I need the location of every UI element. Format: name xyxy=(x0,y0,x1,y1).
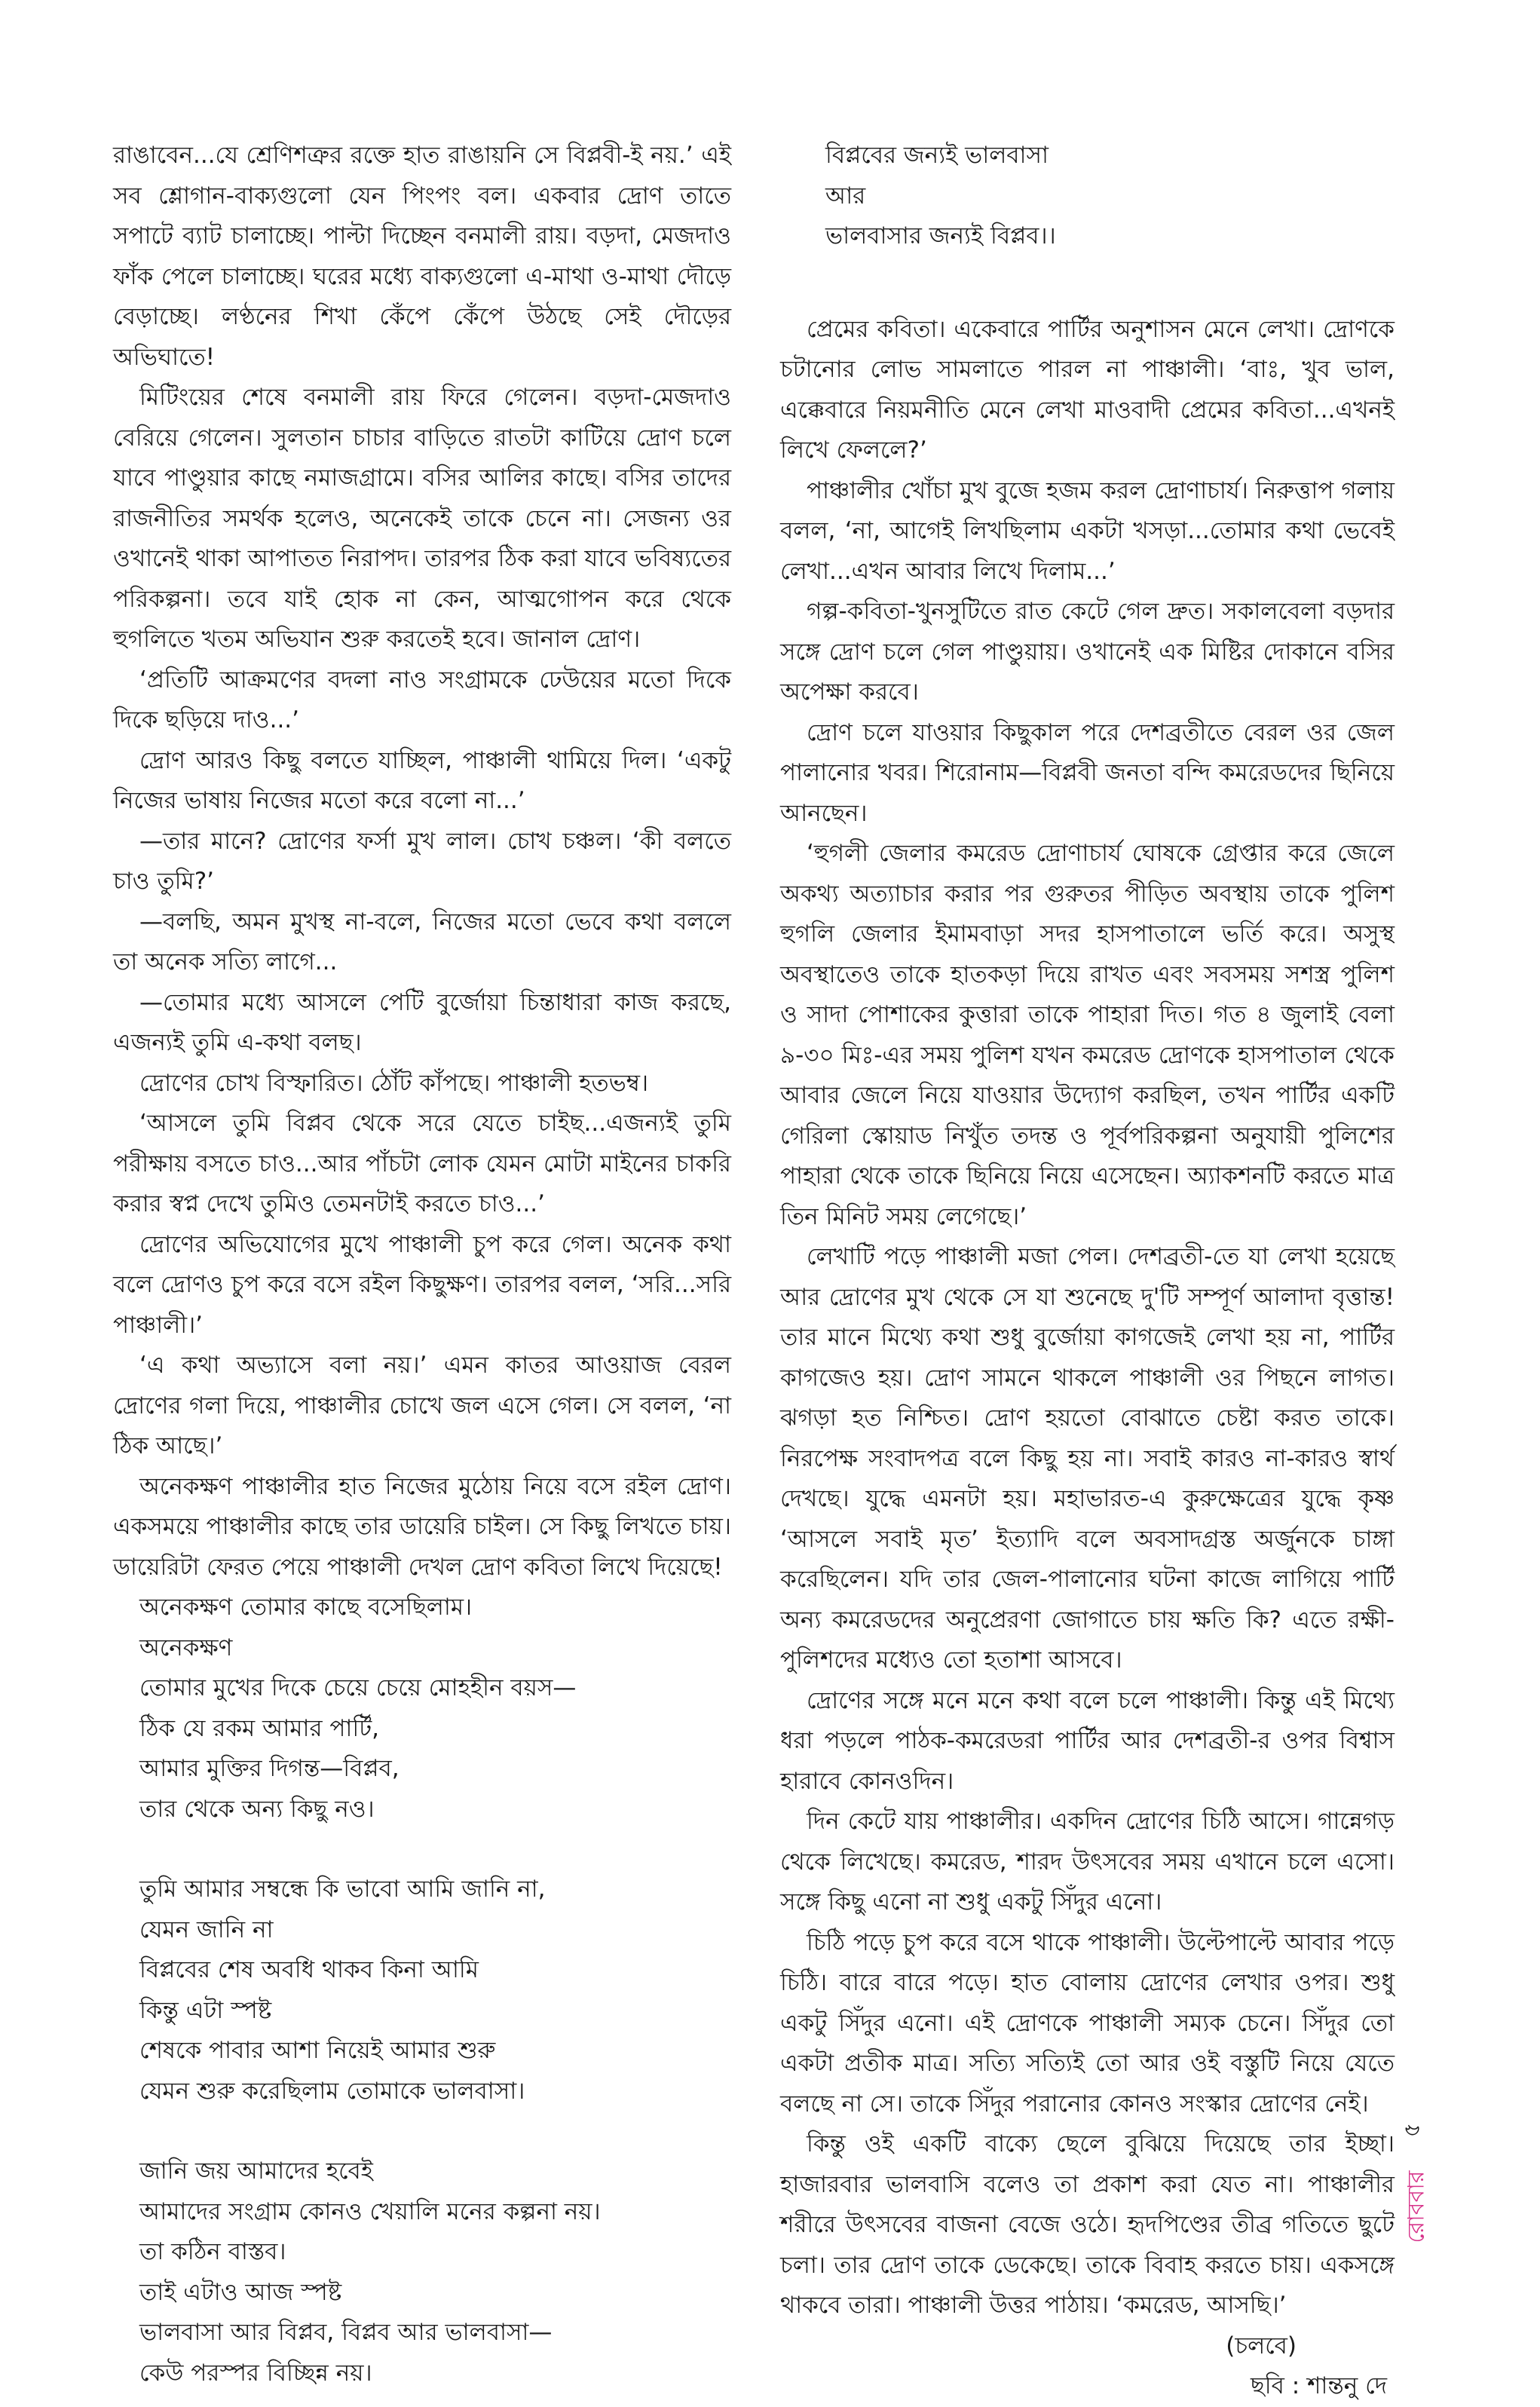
poem-line: আমাদের সংগ্রাম কোনও খেয়ালি মনের কল্পনা নয়। xyxy=(139,2197,601,2225)
paragraph: দ্রোণের সঙ্গে মনে মনে কথা বলে চলে পাঞ্চালী। কিন্তু এই মিথ্যে ধরা পড়লে পাঠক-কমরেডরা পার্টির আর দেশব্রতী-র ওপর বিশ্বাস হারাবে কোনওদিন। xyxy=(780,1686,1395,1795)
stanza-gap xyxy=(780,257,1395,310)
poem-stanza-1 xyxy=(139,1588,731,1830)
poem-line: বিপ্লবের জন্যই ভালবাসা xyxy=(825,142,1049,169)
stanza-gap xyxy=(113,2111,731,2151)
paragraph: দিন কেটে যায় পাঞ্চালীর। একদিন দ্রোণের চিঠি আসে। গান্নেগড় থেকে লিখেছে। কমরেড, শারদ উৎসবের সময় এখানে চলে এসো। সঙ্গে কিছু এনো না শুধু একটু সিঁদুর এনো। xyxy=(780,1808,1395,1915)
paragraph: মিটিংয়ের শেষে বনমালী রায় ফিরে গেলেন। বড়দা-মেজদাও বেরিয়ে গেলেন। সুলতান চাচার বাড়িতে রাতটা কাটিয়ে দ্রোণ চলে যাবে পাণ্ডুয়ার কাছে নমাজগ্রামে। বসির আলির কাছে। বসির তাদের রাজনীতির সমর্থক হলেও, অনেকেই তাকে চেনে না। সেজন্য ওর ওখানেই থাকা আপাতত নিরাপদ। তারপর ঠিক করা যাবে ভবিষ্যতের পরিকল্পনা। তবে যাই হোক না কেন, আত্মগোপন করে থেকে হুগলিতে খতম অভিযান শুরু করতেই হবে। জানাল দ্রোণ। xyxy=(113,384,731,653)
paragraph: দ্রোণের চোখ বিস্ফারিত। ঠোঁট কাঁপছে। পাঞ্চালী হতভম্ব। xyxy=(139,1069,649,1097)
paragraph: কিন্তু ওই একটি বাক্যে ছেলে বুঝিয়ে দিয়েছে তার ইচ্ছা। হাজারবার ভালবাসি বলেও তা প্রকাশ করা যেত না। পাঞ্চালীর শরীরে উৎসবের বাজনা বেজে ওঠে। হৃদপিণ্ডের তীব্র গতিতে ছুটে চলা। তার দ্রোণ তাকে ডেকেছে। তাকে বিবাহ করতে চায়। একসঙ্গে থাকবে তারা। পাঞ্চালী উত্তর পাঠায়। ‘কমরেড, আসছি।’ xyxy=(780,2130,1395,2319)
poem-line: তাই এটাও আজ স্পষ্ট xyxy=(139,2278,342,2306)
poem-line: আমার মুক্তির দিগন্ত—বিপ্লব, xyxy=(139,1755,400,1782)
poem-line: তা কঠিন বাস্তব। xyxy=(139,2238,286,2265)
poem-stanza-2 xyxy=(139,1870,731,2111)
poem-ending xyxy=(825,136,1395,257)
paragraph: চিঠি পড়ে চুপ করে বসে থাকে পাঞ্চালী। উল্টেপাল্টে আবার পড়ে চিঠি। বারে বারে পড়ে। হাত বোলায় দ্রোণের লেখার ওপর। শুধু একটু সিঁদুর এনো। এই দ্রোণকে পাঞ্চালী সম্যক চেনে। সিঁদুর তো একটা প্রতীক মাত্র। সত্যি সত্যিই তো আর ওই বস্তুটি নিয়ে যেতে বলছে না সে। তাকে সিঁদুর পরানোর কোনও সংস্কার দ্রোণের নেই। xyxy=(780,1928,1395,2118)
paragraph: —তার মানে? দ্রোণের ফর্সা মুখ লাল। চোখ চঞ্চল। ‘কী বলতে চাও তুমি?’ xyxy=(113,827,731,895)
poem-line: ঠিক যে রকম আমার পার্টি, xyxy=(139,1714,379,1742)
paragraph: প্রেমের কবিতা। একেবারে পার্টির অনুশাসন মেনে লেখা। দ্রোণকে চটানোর লোভ সামলাতে পারল না পাঞ্চালী। ‘বাঃ, খুব ভাল, এক্কেবারে নিয়মনীতি মেনে লেখা মাওবাদী প্রেমের কবিতা...এখনই লিখে ফেললে?’ xyxy=(780,315,1395,464)
poem-line: ভালবাসা আর বিপ্লব, বিপ্লব আর ভালবাসা— xyxy=(139,2319,553,2346)
page-number: ৫ xyxy=(1399,2122,1426,2138)
stanza-gap xyxy=(113,1830,731,1870)
paragraph: দ্রোণ আরও কিছু বলতে যাচ্ছিল, পাঞ্চালী থামিয়ে দিল। ‘একটু নিজের ভাষায় নিজের মতো করে বলো না...’ xyxy=(113,746,731,814)
poem-stanza-3 xyxy=(139,2151,731,2393)
to-be-continued: (চলবে) xyxy=(1226,2332,1297,2360)
poem-line: আর xyxy=(825,182,866,210)
paragraph: লেখাটি পড়ে পাঞ্চালী মজা পেল। দেশব্রতী-তে যা লেখা হয়েছে আর দ্রোণের মুখ থেকে সে যা শুনেছে দু'টি সম্পূর্ণ আলাদা বৃত্তান্ত! তার মানে মিথ্যে কথা শুধু বুর্জোয়া কাগজেই লেখা হয় না, পার্টির কাগজেও হয়। দ্রোণ সামনে থাকলে পাঞ্চালী ওর পিছনে লাগত। ঝগড়া হত নিশ্চিত। দ্রোণ হয়তো বোঝাতে চেষ্টা করত তাকে। নিরপেক্ষ সংবাদপত্র বলে কিছু হয় না। সবাই কারও না-কারও স্বার্থ দেখছে। যুদ্ধে এমনটা হয়। মহাভারত-এ কুরুক্ষেত্রের যুদ্ধে কৃষ্ণ ‘আসলে সবাই মৃত’ ইত্যাদি বলে অবসাদগ্রস্ত অর্জুনকে চাঙ্গা করেছিলেন। যদি তার জেল-পালানোর ঘটনা কাজে লাগিয়ে পার্টি অন্য কমরেডদের অনুপ্রেরণা জোগাতে চায় ক্ষতি কি? এতে রক্ষী-পুলিশদের মধ্যেও তো হতাশা আসবে। xyxy=(780,1243,1395,1674)
illustration-credit: ছবি : শান্তনু দে xyxy=(1251,2372,1387,2399)
poem-line: যেমন জানি না xyxy=(139,1915,274,1943)
right-column xyxy=(780,136,1395,2407)
poem-line: যেমন শুরু করেছিলাম তোমাকে ভালবাসা। xyxy=(139,2077,525,2105)
poem-line: কিন্তু এটা স্পষ্ট xyxy=(139,1996,272,2024)
poem-line: ভালবাসার জন্যই বিপ্লব।। xyxy=(825,222,1056,250)
poem-line: অনেকক্ষণ xyxy=(139,1634,233,1661)
paragraph: দ্রোণের অভিযোগের মুখে পাঞ্চালী চুপ করে গেল। অনেক কথা বলে দ্রোণও চুপ করে বসে রইল কিছুক্ষণ। তারপর বলল, ‘সরি...সরি পাঞ্চালী।’ xyxy=(113,1230,731,1339)
paragraph: ‘আসলে তুমি বিপ্লব থেকে সরে যেতে চাইছ...এজন্যই তুমি পরীক্ষায় বসতে চাও...আর পাঁচটা লোক যেমন মোটা মাইনের চাকরি করার স্বপ্ন দেখে তুমিও তেমনটাই করতে চাও...’ xyxy=(113,1110,731,1217)
paragraph: ‘এ কথা অভ্যাসে বলা নয়।’ এমন কাতর আওয়াজ বেরল দ্রোণের গলা দিয়ে, পাঞ্চালীর চোখে জল এসে গেল। সে বলল, ‘না ঠিক আছে।’ xyxy=(113,1352,731,1459)
paragraph: ‘হুগলী জেলার কমরেড দ্রোণাচার্য ঘোষকে গ্রেপ্তার করে জেলে অকথ্য অত্যাচার করার পর গুরুতর পীড়িত অবস্থায় তাকে পুলিশ হুগলি জেলার ইমামবাড়া সদর হাসপাতালে ভর্তি করে। অসুস্থ অবস্থাতেও তাকে হাতকড়া দিয়ে রাখত এবং সবসময় সশস্ত্র পুলিশ ও সাদা পোশাকের কুত্তারা তাকে পাহারা দিত। গত ৪ জুলাই বেলা ৯-৩০ মিঃ-এর সময় পুলিশ যখন কমরেড দ্রোণকে হাসপাতাল থেকে আবার জেলে নিয়ে যাওয়ার উদ্যোগ করছিল, তখন পার্টির একটি গেরিলা স্কোয়াড নিখুঁত তদন্ত ও পূর্বপরিকল্পনা অনুযায়ী পুলিশের পাহারা থেকে তাকে ছিনিয়ে নিয়ে এসেছেন। অ্যাকশনটি করতে মাত্র তিন মিনিট সময় লেগেছে।’ xyxy=(780,840,1395,1230)
left-column xyxy=(113,136,731,2393)
paragraph: দ্রোণ চলে যাওয়ার কিছুকাল পরে দেশব্রতীতে বেরল ওর জেল পালানোর খবর। শিরোনাম—বিপ্লবী জনতা বন্দি কমরেডদের ছিনিয়ে আনছেন। xyxy=(780,718,1395,827)
paragraph: —বলছি, অমন মুখস্থ না-বলে, নিজের মতো ভেবে কথা বললে তা অনেক সত্যি লাগে... xyxy=(113,908,731,975)
poem-line: তোমার মুখের দিকে চেয়ে চেয়ে মোহহীন বয়স— xyxy=(139,1674,577,1701)
poem-line: অনেকক্ষণ তোমার কাছে বসেছিলাম। xyxy=(139,1594,473,1621)
poem-line: জানি জয় আমাদের হবেই xyxy=(139,2157,373,2185)
poem-line: বিপ্লবের শেষ অবধি থাকব কিনা আমি xyxy=(139,1956,479,1983)
paragraph: —তোমার মধ্যে আসলে পেটি বুর্জোয়া চিন্তাধারা কাজ করছে, এজন্যই তুমি এ-কথা বলছ। xyxy=(113,988,731,1056)
poem-line: শেষকে পাবার আশা নিয়েই আমার শুরু xyxy=(139,2037,496,2064)
paragraph: পাঞ্চালীর খোঁচা মুখ বুজে হজম করল দ্রোণাচার্য। নিরুত্তাপ গলায় বলল, ‘না, আগেই লিখছিলাম একটা খসড়া...তোমার কথা ভেবেই লেখা...এখন আবার লিখে দিলাম...’ xyxy=(780,476,1395,585)
poem-line: কেউ পরস্পর বিচ্ছিন্ন নয়। xyxy=(139,2359,372,2387)
paragraph: ‘প্রতিটি আক্রমণের বদলা নাও সংগ্রামকে ঢেউয়ের মতো দিকে দিকে ছড়িয়ে দাও...’ xyxy=(113,666,731,733)
paragraph: অনেকক্ষণ পাঞ্চালীর হাত নিজের মুঠোয় নিয়ে বসে রইল দ্রোণ। একসময়ে পাঞ্চালীর কাছে তার ডায়েরি চাইল। সে কিছু লিখতে চায়। ডায়েরিটা ফেরত পেয়ে পাঞ্চালী দেখল দ্রোণ কবিতা লিখে দিয়েছে! xyxy=(113,1472,731,1581)
poem-line: তুমি আমার সম্বন্ধে কি ভাবো আমি জানি না, xyxy=(139,1876,546,1903)
paragraph: রাঙাবেন...যে শ্রেণিশত্রুর রক্তে হাত রাঙায়নি সে বিপ্লবী-ই নয়.’ এই সব শ্লোগান-বাক্যগুলো যেন পিংপং বল। একবার দ্রোণ তাতে সপাটে ব্যাট চালাচ্ছে। পাল্টা দিচ্ছেন বনমালী রায়। বড়দা, মেজদাও ফাঁক পেলে চালাচ্ছে। ঘরের মধ্যে বাক্যগুলো এ-মাথা ও-মাথা দৌড়ে বেড়াচ্ছে। লণ্ঠনের শিখা কেঁপে কেঁপে উঠছে সেই দৌড়ের অভিঘাতে! xyxy=(113,142,731,371)
magazine-name: রোববার xyxy=(1403,2170,1430,2243)
poem-line: তার থেকে অন্য কিছু নও। xyxy=(139,1795,375,1823)
paragraph: গল্প-কবিতা-খুনসুটিতে রাত কেটে গেল দ্রুত। সকালবেলা বড়দার সঙ্গে দ্রোণ চলে গেল পাণ্ডুয়ায়। ওখানেই এক মিষ্টির দোকানে বসির অপেক্ষা করবে। xyxy=(780,598,1395,706)
